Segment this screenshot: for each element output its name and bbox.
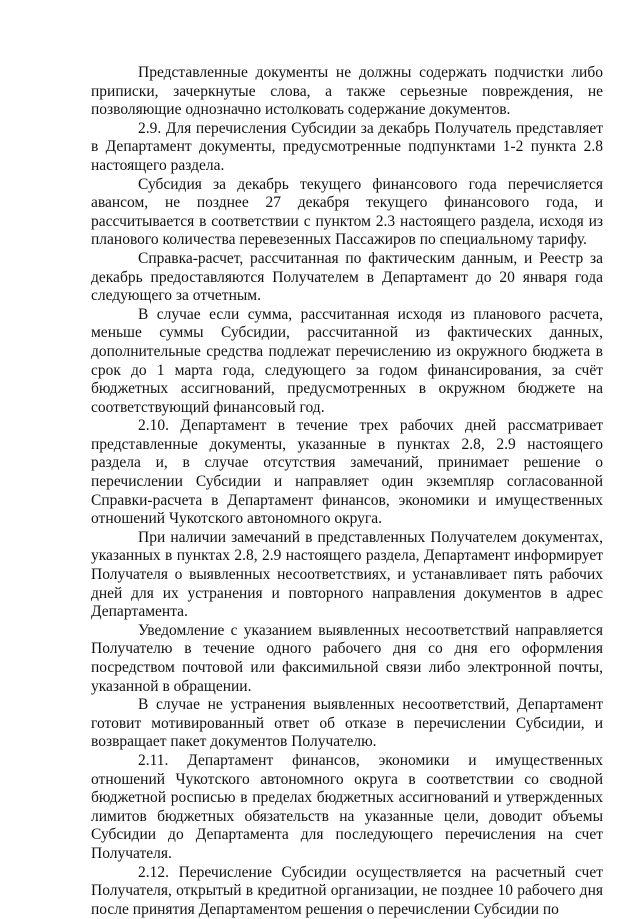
paragraph-additional-funds: В случае если сумма, рассчитанная исходя из планового расчета, меньше суммы Субсидии, рассчитанной из фактических данных, дополнительные средства подлежат перечислению из окружного бюджета в срок до 1 марта года, следующего за годом финансирования, за счёт бюджетных ассигнований, предусмотренных в окружном бюджете на соответствующий финансовый год. — [91, 305, 603, 416]
document-page — [91, 64, 603, 919]
paragraph-refusal: В случае не устранения выявленных несоответствий, Департамент готовит мотивированный ответ об отказе в перечислении Субсидии, и возвращает пакет документов Получателю. — [91, 696, 603, 751]
paragraph-calculation-reference: Справка-расчет, рассчитанная по фактическим данным, и Реестр за декабрь предоставляются Получателем в Департамент до 20 января года следующего за отчетным. — [91, 249, 603, 305]
paragraph-2-11: 2.11. Департамент финансов, экономики и имущественных отношений Чукотского автономного округа в соответствии со сводной бюджетной росписью в пределах бюджетных ассигнований и утвержденных лимитов бюджетных обязательств на указанные цели, доводит объемы Субсидии до Департамента для последующего перечисления на счет Получателя. — [91, 751, 603, 862]
paragraph-notification: Уведомление с указанием выявленных несоответствий направляется Получателю в течение одного рабочего дня со дня его оформления посредством почтовой или факсимильной связи либо электронной почты, указанной в обращении. — [91, 621, 603, 695]
paragraph-2-9: 2.9. Для перечисления Субсидии за декабрь Получатель представляет в Департамент документы, предусмотренные подпунктами 1-2 пункта 2.8 настоящего раздела. — [91, 119, 603, 174]
paragraph-remarks: При наличии замечаний в представленных Получателем документах, указанных в пунктах 2.8, 2.9 настоящего раздела, Департамент информирует Получателя о выявленных несоответствиях, и устанавливает пять рабочих дней для их устранения и повторного направления документов в адрес Департамента. — [91, 528, 603, 621]
paragraph-2-10: 2.10. Департамент в течение трех рабочих дней рассматривает представленные документы, указанные в пунктах 2.8, 2.9 настоящего раздела и, в случае отсутствия замечаний, принимает решение о перечислении Субсидии и направляет один экземпляр согласованной Справки-расчета в Департамент финансов, экономики и имущественных отношений Чукотского автономного округа. — [91, 417, 603, 528]
paragraph-2-12: 2.12. Перечисление Субсидии осуществляется на расчетный счет Получателя, открытый в кредитной организации, не позднее 10 рабочего дня после принятия Департаментом решения о перечислении Субсидии по — [91, 863, 603, 918]
paragraph-documents-requirements: Представленные документы не должны содержать подчистки либо приписки, зачеркнутые слова, а также серьезные повреждения, не позволяющие однозначно истолковать содержание документов. — [91, 64, 603, 119]
paragraph-december-subsidy: Субсидия за декабрь текущего финансового года перечисляется авансом, не позднее 27 декабря текущего финансового года, и рассчитывается в соответствии с пунктом 2.3 настоящего раздела, исходя из планового количества перевезенных Пассажиров по специальному тарифу. — [91, 175, 603, 249]
